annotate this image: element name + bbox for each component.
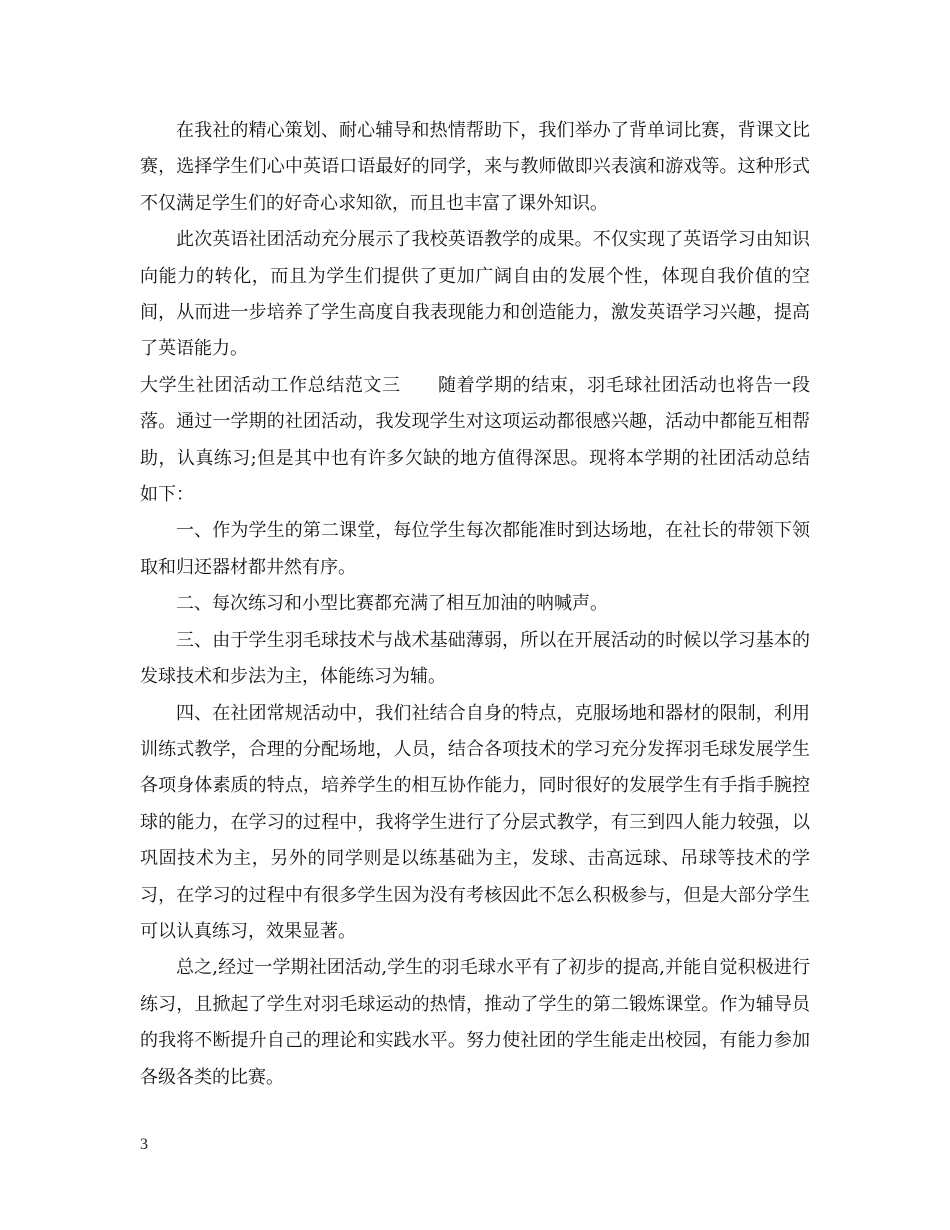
paragraph-point-two: 二、每次练习和小型比赛都充满了相互加油的呐喊声。 (176, 593, 608, 615)
paragraph-badminton-summary-heading: 大学生社团活动工作总结范文三 随着学期的结束，羽毛球社团活动也将告一段落。通过一学期的社团活动，我发现学生对这项运动都很感兴趣，活动中都能互相帮助，认真练习;但是其中也有许多欠缺的地方值得深思。现将本学期的社团活动总结如下： (140, 374, 810, 506)
paragraph-point-four: 四、在社团常规活动中，我们社结合自身的特点，克服场地和器材的限制，利用训练式教学，合理的分配场地，人员，结合各项技术的学习充分发挥羽毛球发展学生各项身体素质的特点，培养学生的相互协作能力，同时很好的发展学生有手指手腕控球的能力，在学习的过程中，我将学生进行了分层式教学，有三到四人能力较强，以巩固技术为主，另外的同学则是以练基础为主，发球、击高远球、吊球等技术的学习，在学习的过程中有很多学生因为没有考核因此不怎么积极参与，但是大部分学生可以认真练习，效果显著。 (140, 702, 810, 942)
paragraph-intro-activities: 在我社的精心策划、耐心辅导和热情帮助下，我们举办了背单词比赛，背课文比赛，选择学生们心中英语口语最好的同学，来与教师做即兴表演和游戏等。这种形式不仅满足学生们的好奇心求知欲，而且也丰富了课外知识。 (140, 120, 810, 214)
page-number: 3 (140, 1136, 148, 1153)
paragraph-point-three: 三、由于学生羽毛球技术与战术基础薄弱，所以在开展活动的时候以学习基本的发球技术和步法为主，体能练习为辅。 (140, 629, 810, 688)
document-body (140, 113, 810, 1096)
paragraph-point-one: 一、作为学生的第二课堂，每位学生每次都能准时到达场地，在社长的带领下领取和归还器材都井然有序。 (140, 520, 810, 578)
paragraph-conclusion: 总之,经过一学期社团活动,学生的羽毛球水平有了初步的提高,并能自觉积极进行练习，且掀起了学生对羽毛球运动的热情，推动了学生的第二锻炼课堂。作为辅导员的我将不断提升自己的理论和实践水平。努力使社团的学生能走出校园，有能力参加各级各类的比赛。 (140, 957, 810, 1088)
paragraph-english-club-results: 此次英语社团活动充分展示了我校英语教学的成果。不仅实现了英语学习由知识向能力的转化，而且为学生们提供了更加广阔自由的发展个性，体现自我价值的空间，从而进一步培养了学生高度自我表现能力和创造能力，激发英语学习兴趣，提高了英语能力。 (140, 229, 810, 360)
